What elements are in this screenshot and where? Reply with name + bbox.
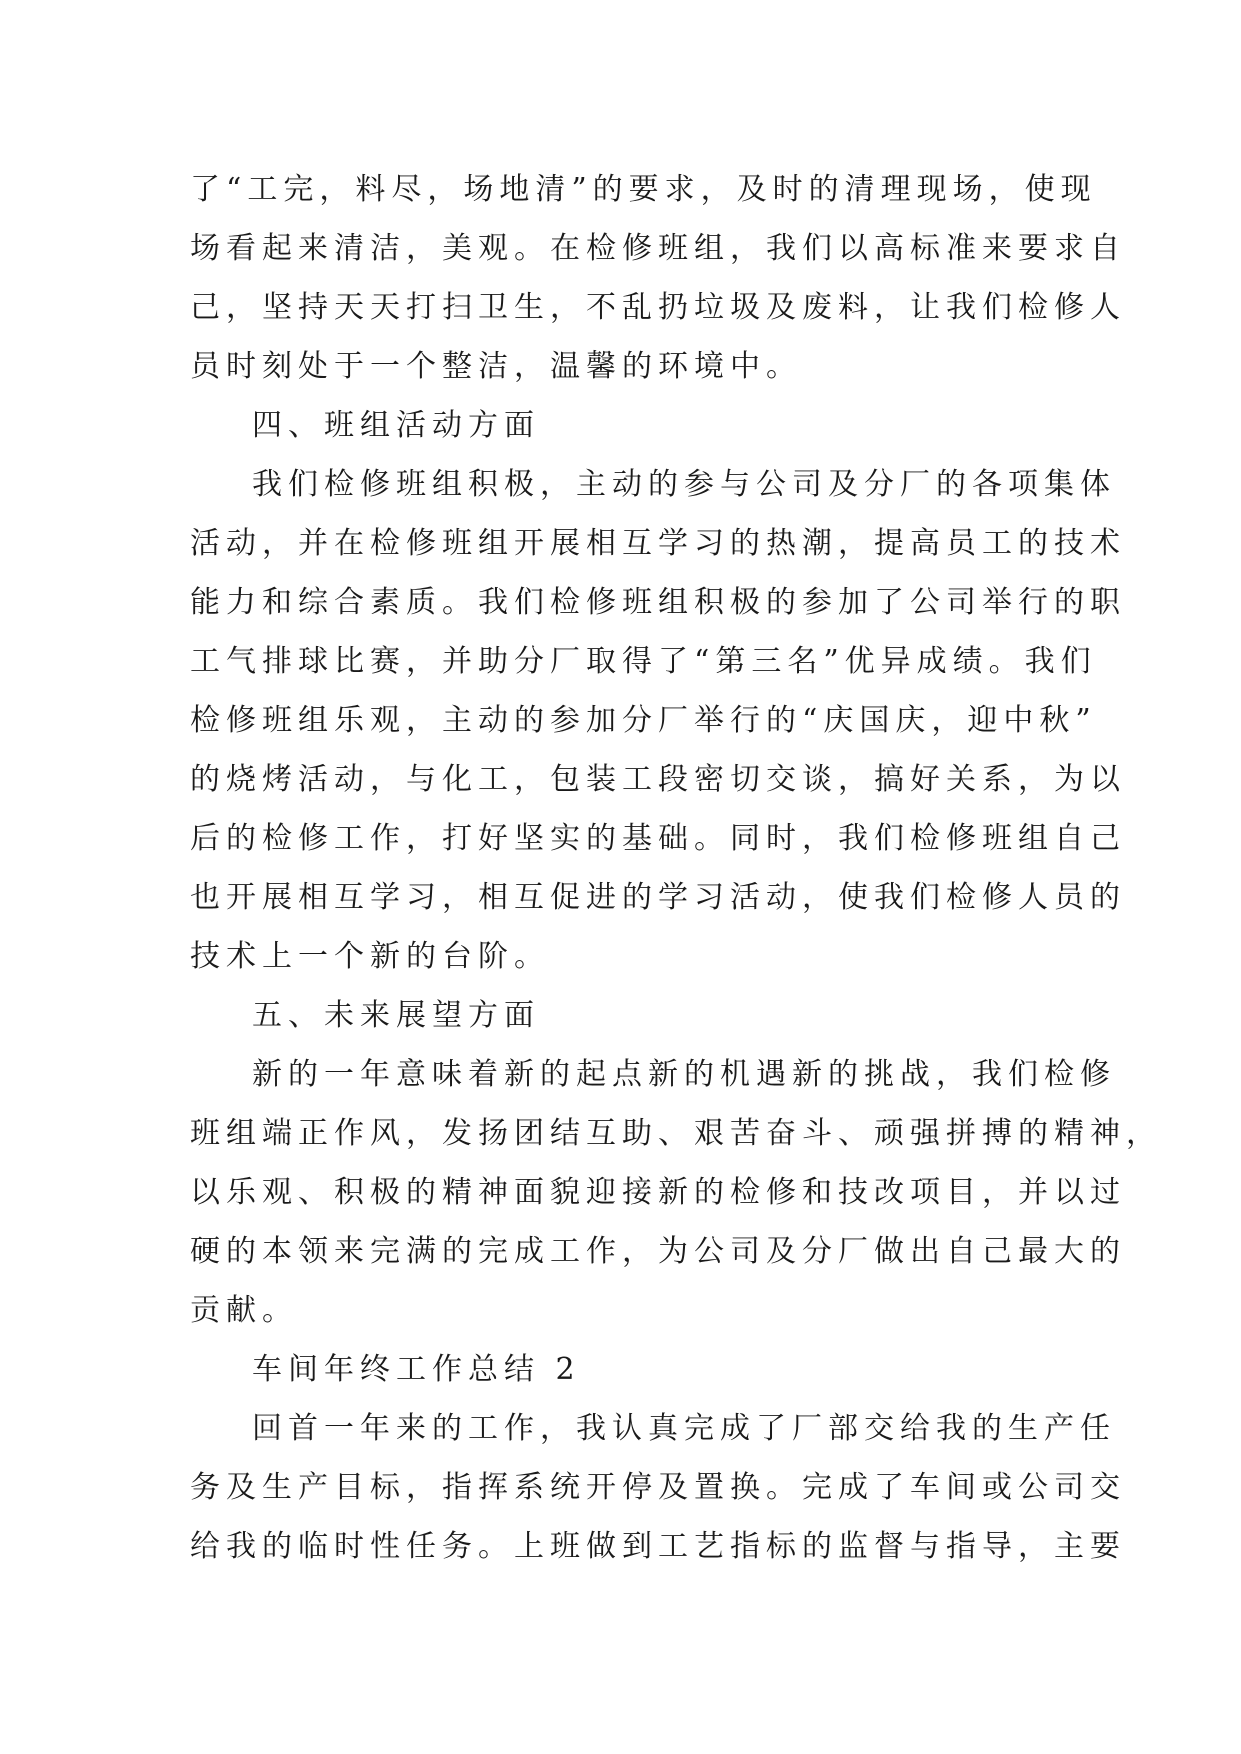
text-line: 我们检修班组积极，主动的参与公司及分厂的各项集体 bbox=[252, 467, 1116, 502]
text-line: 回首一年来的工作，我认真完成了厂部交给我的生产任 bbox=[252, 1411, 1116, 1446]
text-line: 后的检修工作，打好坚实的基础。同时，我们检修班组自己 bbox=[190, 821, 1126, 856]
text-line: 了“工完，料尽，场地清”的要求，及时的清理现场，使现 bbox=[190, 172, 1097, 207]
text-line: 硬的本领来完满的完成工作，为公司及分厂做出自己最大的 bbox=[190, 1234, 1126, 1269]
section-heading: 五、未来展望方面 bbox=[252, 998, 540, 1033]
text-line: 务及生产目标，指挥系统开停及置换。完成了车间或公司交 bbox=[190, 1470, 1126, 1505]
body-text bbox=[190, 160, 1162, 1576]
text-line: 的烧烤活动，与化工，包装工段密切交谈，搞好关系，为以 bbox=[190, 762, 1126, 797]
text-line: 员时刻处于一个整洁，温馨的环境中。 bbox=[190, 349, 802, 384]
section-heading: 四、班组活动方面 bbox=[252, 408, 540, 443]
document-subtitle: 车间年终工作总结 2 bbox=[252, 1352, 581, 1387]
text-line: 活动，并在检修班组开展相互学习的热潮，提高员工的技术 bbox=[190, 526, 1126, 561]
text-line: 场看起来清洁，美观。在检修班组，我们以高标准来要求自 bbox=[190, 231, 1126, 266]
text-line: 技术上一个新的台阶。 bbox=[190, 939, 550, 974]
text-line: 能力和综合素质。我们检修班组积极的参加了公司举行的职 bbox=[190, 585, 1126, 620]
text-line: 新的一年意味着新的起点新的机遇新的挑战，我们检修 bbox=[252, 1057, 1116, 1092]
text-line: 以乐观、积极的精神面貌迎接新的检修和技改项目，并以过 bbox=[190, 1175, 1126, 1210]
text-line: 检修班组乐观，主动的参加分厂举行的“庆国庆，迎中秋” bbox=[190, 703, 1097, 738]
text-line: 也开展相互学习，相互促进的学习活动，使我们检修人员的 bbox=[190, 880, 1126, 915]
text-line: 己，坚持天天打扫卫生，不乱扔垃圾及废料，让我们检修人 bbox=[190, 290, 1126, 325]
text-line: 工气排球比赛，并助分厂取得了“第三名”优异成绩。我们 bbox=[190, 644, 1097, 679]
text-line: 班组端正作风，发扬团结互助、艰苦奋斗、顽强拼搏的精神， bbox=[190, 1116, 1162, 1151]
text-line: 给我的临时性任务。上班做到工艺指标的监督与指导，主要 bbox=[190, 1529, 1126, 1564]
text-line: 贡献。 bbox=[190, 1293, 298, 1328]
